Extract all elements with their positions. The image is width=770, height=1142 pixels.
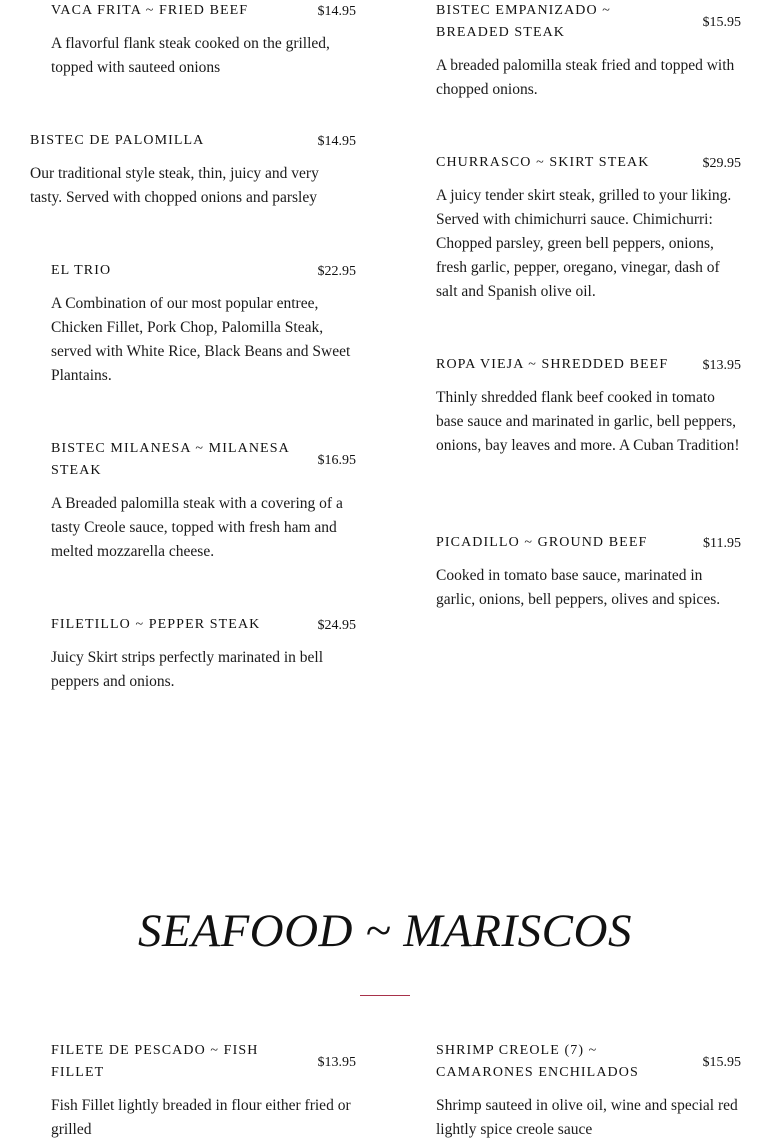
item-name: ROPA VIEJA ~ SHREDDED BEEF: [436, 357, 669, 372]
item-name: EL TRIO: [51, 263, 112, 278]
item-description: Fish Fillet lightly breaded in flour either fried or grilled: [51, 1097, 351, 1138]
item-description: A juicy tender skirt steak, grilled to your liking. Served with chimichurri sauce. Chimichurri: Chopped parsley, green bell peppers, onions, fresh garlic, pepper, oregano, vinegar, dash of salt and Spanish olive oil.: [436, 187, 732, 300]
item-price: $15.95: [702, 15, 741, 30]
section-title: SEAFOOD ~ MARISCOS: [138, 905, 632, 957]
item-price: $11.95: [703, 536, 741, 551]
menu-item-bistec-empanizado: [436, 0, 741, 110]
item-name: PICADILLO ~ GROUND BEEF: [436, 535, 648, 550]
item-name: FILETE DE PESCADO ~ FISH FILLET: [51, 1043, 259, 1080]
item-price: $22.95: [317, 264, 356, 279]
item-name: FILETILLO ~ PEPPER STEAK: [51, 617, 261, 632]
item-price: $29.95: [702, 156, 741, 171]
item-name: SHRIMP CREOLE (7) ~ CAMARONES ENCHILADOS: [436, 1043, 639, 1080]
item-price: $13.95: [702, 358, 741, 373]
item-description: A Breaded palomilla steak with a covering of a tasty Creole sauce, topped with fresh ham and melted mozzarella cheese.: [51, 495, 343, 560]
menu-item-el-trio: [51, 260, 356, 390]
item-price: $14.95: [317, 134, 356, 149]
item-name: VACA FRITA ~ FRIED BEEF: [51, 3, 249, 18]
item-description: Shrimp sauteed in olive oil, wine and special red lightly spice creole sauce: [436, 1097, 738, 1138]
item-name: BISTEC DE PALOMILLA: [30, 133, 205, 148]
section-divider: [360, 995, 410, 996]
item-description: A flavorful flank steak cooked on the grilled, topped with sauteed onions: [51, 35, 330, 76]
item-name: BISTEC MILANESA ~ MILANESA STEAK: [51, 441, 290, 478]
item-description: Our traditional style steak, thin, juicy and very tasty. Served with chopped onions and parsley: [30, 165, 319, 206]
menu-item-ropa-vieja: [436, 354, 741, 484]
item-name: BISTEC EMPANIZADO ~ BREADED STEAK: [436, 3, 611, 40]
menu-item-bistec-milanesa: [51, 438, 356, 568]
menu-item-filete-de-pescado: [51, 1040, 356, 1138]
item-price: $13.95: [317, 1055, 356, 1070]
menu-item-filetillo: [51, 614, 356, 704]
item-price: $24.95: [317, 618, 356, 633]
menu-item-bistec-de-palomilla: [30, 130, 356, 220]
menu-item-picadillo: [436, 532, 741, 622]
item-price: $14.95: [317, 4, 356, 19]
item-description: Juicy Skirt strips perfectly marinated in bell peppers and onions.: [51, 649, 324, 690]
menu-item-shrimp-creole: [436, 1040, 741, 1138]
item-description: Cooked in tomato base sauce, marinated in garlic, onions, bell peppers, olives and spices.: [436, 567, 721, 608]
item-name: CHURRASCO ~ SKIRT STEAK: [436, 155, 650, 170]
menu-item-churrasco: [436, 152, 741, 312]
item-description: A Combination of our most popular entree, Chicken Fillet, Pork Chop, Palomilla Steak, served with White Rice, Black Beans and Sweet Plantains.: [51, 295, 351, 384]
item-price: $15.95: [702, 1055, 741, 1070]
item-price: $16.95: [317, 453, 356, 468]
item-description: Thinly shredded flank beef cooked in tomato base sauce and marinated in garlic, bell peppers, onions, bay leaves and more. A Cuban Tradition!: [436, 389, 740, 454]
menu-item-vaca-frita: [51, 0, 356, 90]
item-description: A breaded palomilla steak fried and topped with chopped onions.: [436, 57, 735, 98]
